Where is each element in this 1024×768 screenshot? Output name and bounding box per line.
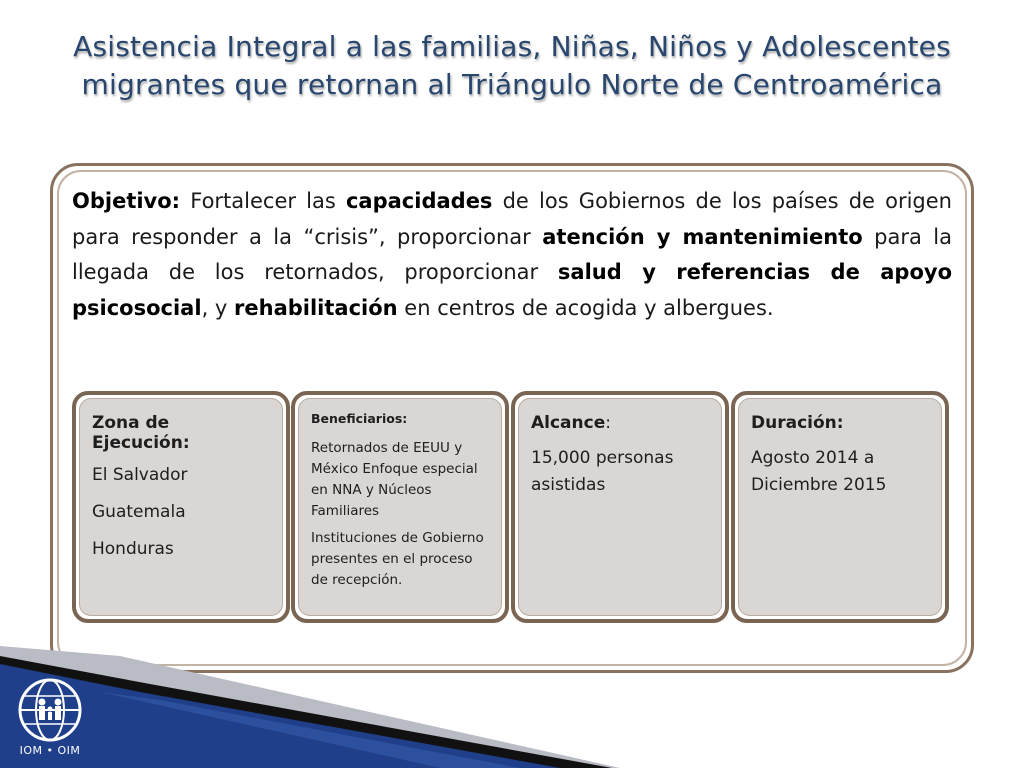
decorative-banner [0, 640, 620, 768]
objective-paragraph [72, 184, 952, 326]
page-title: Asistencia Integral a las familias, Niñas, Niños y Adolescentes migrantes que retornan al Triángulo Norte de Centroamérica [73, 30, 951, 101]
card-zona-inner [79, 398, 283, 616]
card-beneficiarios-title: Beneficiarios: [311, 411, 408, 426]
card-alcance-colon: : [605, 413, 611, 433]
objective-text-2: de los Gobiernos de los países de origen para responder a la “crisis”, proporcionar [72, 189, 952, 249]
objective-text-3: para la llegada de los retornados, proporcionar [72, 224, 952, 284]
card-duracion [731, 391, 949, 623]
objective-bold-4: rehabilitación [234, 295, 398, 320]
card-beneficiarios-text-2: Instituciones de Gobierno presentes en el proceso de recepción. [311, 530, 484, 588]
objective-text-1: Fortalecer las [180, 189, 346, 213]
card-beneficiarios-inner [298, 398, 502, 616]
card-alcance [511, 391, 729, 623]
card-beneficiarios [291, 391, 509, 623]
card-duracion-inner [738, 398, 942, 616]
objective-text-5: en centros de acogida y albergues. [397, 295, 774, 320]
card-zona-ejecucion [72, 391, 290, 623]
card-zona-item: Guatemala [92, 502, 186, 522]
card-alcance-text: 15,000 personas asistidas [531, 448, 674, 495]
card-duracion-text: Agosto 2014 a Diciembre 2015 [751, 448, 887, 495]
card-zona-title: Zona de Ejecución: [92, 413, 190, 453]
card-zona-item: Honduras [92, 539, 174, 559]
objective-bold-1: capacidades [345, 189, 493, 213]
objective-bold-3: salud y referencias de apoyo psicosocial [72, 260, 952, 320]
iom-logo-text: IOM • OIM [19, 744, 81, 757]
card-beneficiarios-text-1: Retornados de EEUU y México Enfoque especial en NNA y Núcleos Familiares [311, 440, 478, 519]
card-alcance-title-row [531, 413, 711, 433]
card-alcance-inner [518, 398, 722, 616]
card-alcance-title: Alcance [531, 413, 606, 433]
card-zona-item: El Salvador [92, 465, 188, 485]
card-duracion-title: Duración: [751, 413, 844, 433]
objective-bold-2: atención y mantenimiento [542, 224, 863, 249]
objective-text-4: , y [201, 295, 235, 320]
objective-label: Objetivo: [72, 189, 181, 213]
